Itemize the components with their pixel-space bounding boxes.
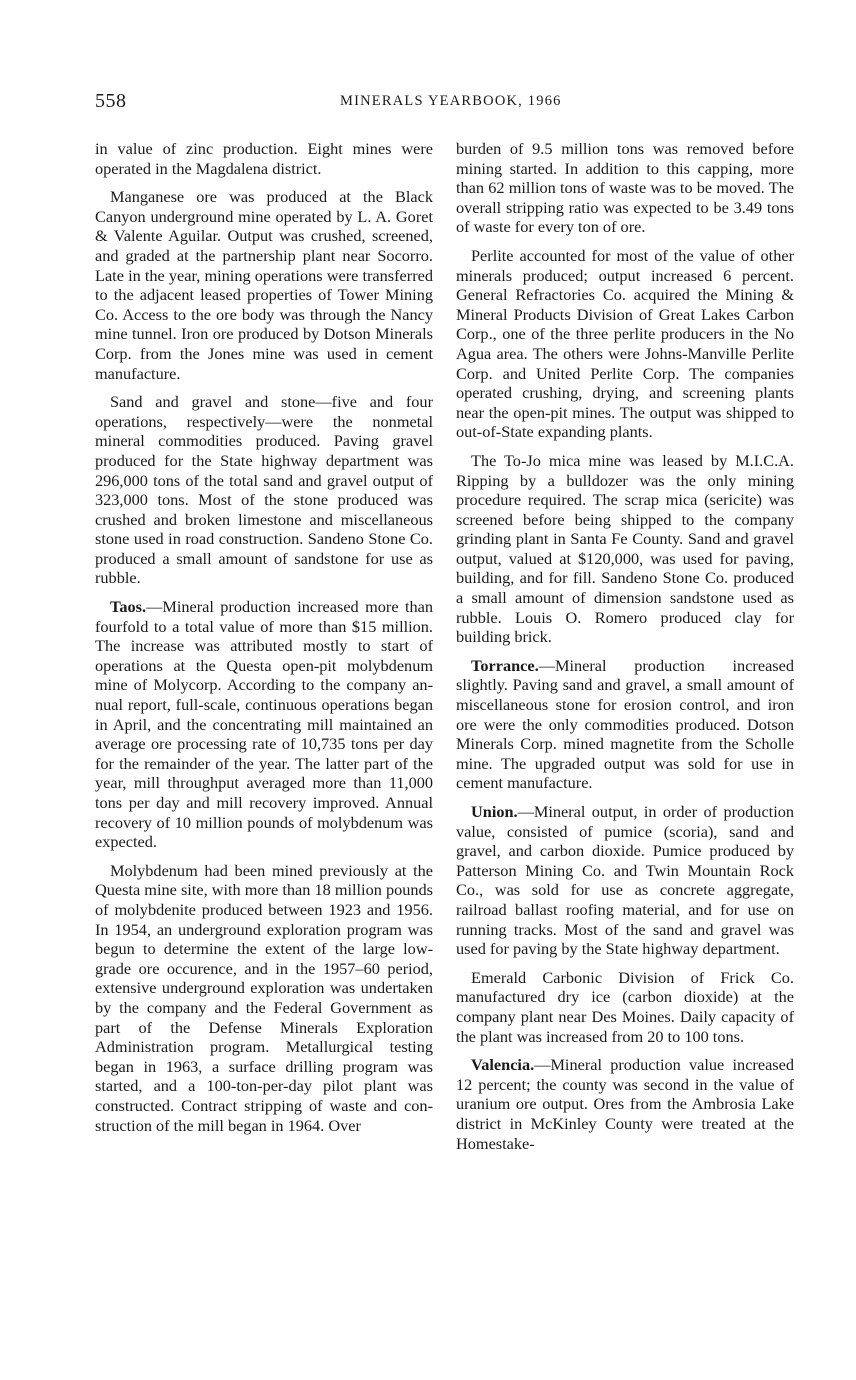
paragraph: Molybdenum had been mined previously at the Questa mine site, with more than 18 million pounds of molybdenite produced between 1923 and 1956. In 1954, an underground exploration program was begun to determine the extent of the large low-grade ore occurence, and in the 1957–60 period, extensive underground exploration was undertaken by the company and the Federal Government as part of the Defense Minerals Exploration Administration program. Metallurgical testing began in 1963, a surface drilling program was started, and a 100-ton-per-day pilot plant was constructed. Contract stripping of waste and construction of the mill began in 1964. Over	[95, 860, 433, 1135]
right-column	[456, 139, 794, 1162]
paragraph-union	[456, 802, 794, 959]
page-number: 558	[95, 90, 127, 112]
paragraph: Emerald Carbonic Division of Frick Co. manufactured dry ice (carbon dioxide) at the company plant near Des Moines. Daily capacity of the plant was increased from 20 to 100 tons.	[456, 967, 794, 1046]
paragraph: in value of zinc production. Eight mines were operated in the Magdalena district.	[95, 139, 433, 178]
county-heading-union: Union.	[471, 802, 518, 821]
paragraph-valencia	[456, 1055, 794, 1153]
paragraph: burden of 9.5 million tons was removed before mining started. In addition to this capping, more than 62 million tons of waste was to be moved. The overall stripping ratio was expected to be 3.49 tons of waste for every ton of ore.	[456, 139, 794, 237]
paragraph: Manganese ore was produced at the Black Canyon underground mine operated by L. A. Goret & Valente Aguilar. Output was crushed, screened, and graded at the partnership plant near Socorro. Late in the year, mining operations were transferred to the adjacent leased properties of Tower Mining Co. Access to the ore body was through the Nancy mine tunnel. Iron ore produced by Dotson Minerals Corp. from the Jones mine was used in cement manufacture.	[95, 187, 433, 383]
paragraph: Sand and gravel and stone—five and four operations, respectively—were the nonmetal mineral commodities produced. Paving gravel produced for the State highway department was 296,000 tons of the total sand and gravel output of 323,000 tons. Most of the stone produced was crushed and broken limestone and miscellaneous stone used in road construction. Sandeno Stone Co. produced a small amount of sandstone for use as rubble.	[95, 392, 433, 588]
paragraph-torrance	[456, 656, 794, 793]
paragraph: Perlite accounted for most of the value of other minerals produced; output increased 6 percent. General Refractories Co. acquired the Mining & Mineral Products Division of Great Lakes Carbon Corp., one of the three perlite producers in the No Agua area. The others were Johns-Manville Perlite Corp. and United Perlite Corp. The companies operated crushing, drying, and screening plants near the open-pit mines. The output was shipped to out-of-State expanding plants.	[456, 245, 794, 442]
paragraph-text: —Mineral production value increased 12 percent; the county was second in the value of uranium ore output. Ores from the Ambrosia Lake district in McKinley County were treated at the Homestake-	[456, 1055, 794, 1153]
county-heading-taos: Taos.	[110, 597, 147, 617]
running-head: MINERALS YEARBOOK, 1966	[340, 93, 562, 109]
page-header	[95, 90, 800, 116]
left-column	[95, 139, 433, 1144]
paragraph-text: —Mineral production increased slightly. Paving sand and gravel, a small amount of miscellaneous stone for erosion control, and iron ore were the only commodities produced. Dotson Minerals Corp. mined magnetite from the Scholle mine. The upgraded output was sold for use in cement manufacture.	[456, 655, 794, 793]
county-heading-torrance: Torrance.	[471, 655, 539, 675]
paragraph-taos	[95, 597, 433, 852]
county-heading-valencia: Valencia.	[471, 1055, 535, 1075]
paragraph-text: —Mineral output, in order of production value, consisted of pumice (scoria), sand and gravel, and carbon dioxide. Pumice produced by Patterson Mining Co. and Twin Mountain Rock Co., was sold for use as concrete aggregate, railroad ballast roofing material, and for use on running tracks. Most of the sand and gravel was used for paving by the State highway department.	[456, 802, 794, 959]
paragraph: The To-Jo mica mine was leased by M.I.C.A. Ripping by a bulldozer was the only mining procedure required. The scrap mica (sericite) was screened before being shipped to the company grinding plant in Santa Fe County. Sand and gravel output, valued at $120,000, was used for paving, building, and for fill. Sandeno Stone Co. produced a small amount of dimension sandstone used as rubble. Louis O. Romero produced clay for building brick.	[456, 450, 794, 647]
paragraph-text: —Mineral production increased more than fourfold to a total value of more than $15 million. The increase was attributed mostly to start of operations at the Questa open-pit molybdenum mine of Molycorp. According to the company annual report, full-scale, continuous operations began in April, and the concentrating mill maintained an average ore processing rate of 10,735 tons per day for the remainder of the year. The latter part of the year, mill throughput averaged more than 11,000 tons per day and mill recovery improved. Annual recovery of 10 million pounds of molybdenum was expected.	[95, 597, 433, 852]
